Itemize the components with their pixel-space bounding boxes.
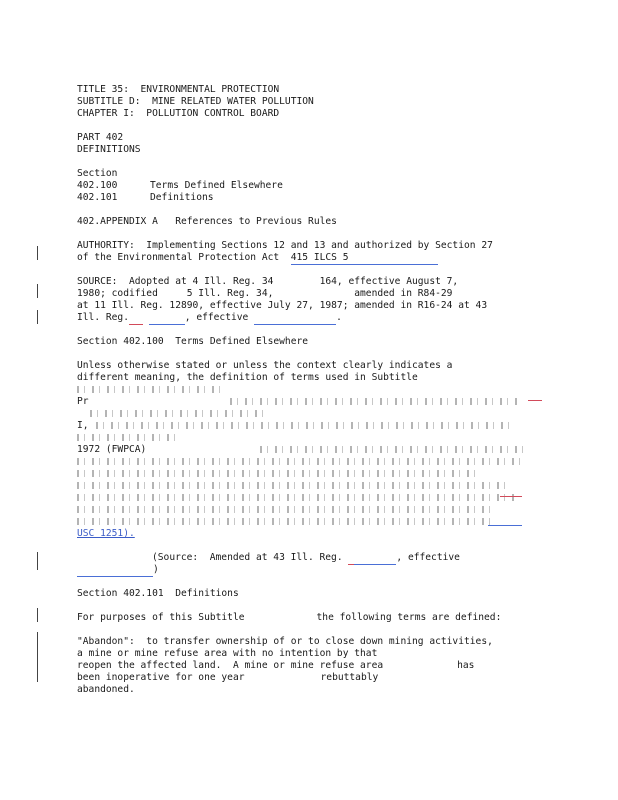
toc-row-number: 402.100 <box>77 180 118 191</box>
definition-text: has <box>457 660 475 671</box>
intro-text: the following terms are defined: <box>316 612 502 623</box>
usc-link-text: USC 1251). <box>77 528 135 539</box>
illegible-text <box>90 410 270 417</box>
source-line: 1980; codified 5 Ill. Reg. 34, amended in R84-29 <box>77 288 453 299</box>
illegible-text <box>77 470 477 477</box>
paragraph-line: 1972 (FWPCA) <box>77 444 147 455</box>
illegible-text <box>77 494 517 501</box>
paragraph-line: Pr <box>77 396 89 407</box>
source-note-effective: , effective <box>396 552 460 563</box>
illegible-text <box>77 518 497 525</box>
source-line: Ill. Reg. , effective . <box>77 312 342 323</box>
illegible-text <box>77 458 522 465</box>
change-bar <box>37 608 38 622</box>
paragraph-line: I, <box>77 420 89 431</box>
subtitle-line: SUBTITLE D: MINE RELATED WATER POLLUTION <box>77 96 314 107</box>
definition-line: abandoned. <box>77 684 135 695</box>
paragraph-line: different meaning, the definition of terms used in Subtitle <box>77 372 418 383</box>
illegible-text <box>96 422 516 429</box>
change-bar <box>37 284 38 298</box>
redacted-underline <box>348 252 438 265</box>
authority-text: of the Environmental Protection Act <box>77 252 291 263</box>
appendix-line: 402.APPENDIX A References to Previous Rules <box>77 216 337 227</box>
source-line: SOURCE: Adopted at 4 Ill. Reg. 34 164, effective August 7, <box>77 276 459 287</box>
section-heading: Section 402.100 Terms Defined Elsewhere <box>77 336 309 347</box>
red-mark <box>528 400 542 401</box>
authority-line <box>77 252 438 265</box>
definition-text: reopen the affected land. A mine or mine refuse area <box>77 660 384 671</box>
change-bar <box>37 552 38 570</box>
title-line: TITLE 35: ENVIRONMENTAL PROTECTION <box>77 84 280 95</box>
ilcs-citation: 415 ILCS 5 <box>290 252 349 263</box>
definition-text: been inoperative for one year <box>77 672 245 683</box>
toc-row-title: Terms Defined Elsewhere <box>150 180 283 191</box>
illegible-text <box>77 386 227 393</box>
red-mark <box>500 496 522 497</box>
section-heading: Section 402.101 Definitions <box>77 588 239 599</box>
toc-row-number: 402.101 <box>77 192 118 203</box>
chapter-line: CHAPTER I: POLLUTION CONTROL BOARD <box>77 108 280 119</box>
illegible-text <box>77 482 507 489</box>
change-bar <box>37 310 38 324</box>
source-note-close: ) <box>153 564 159 575</box>
blue-mark <box>488 525 522 526</box>
change-bar <box>37 632 38 682</box>
authority-line: AUTHORITY: Implementing Sections 12 and 13 and authorized by Section 27 <box>77 240 493 251</box>
definition-line <box>77 672 378 684</box>
source-note <box>152 552 460 565</box>
blank-underline <box>149 312 185 325</box>
illegible-text <box>77 506 497 513</box>
illegible-text <box>260 446 525 453</box>
toc-row <box>77 192 214 204</box>
paragraph-line: Unless otherwise stated or unless the context clearly indicates a <box>77 360 453 371</box>
illegible-text <box>230 398 520 405</box>
toc-row-title: Definitions <box>150 192 214 203</box>
definition-line <box>77 660 474 672</box>
usc-citation <box>77 528 135 540</box>
definition-line: a mine or mine refuse area with no intention by that <box>77 648 378 659</box>
definition-line: "Abandon": to transfer ownership of or to close down mining activities, <box>77 636 493 647</box>
blank-underline <box>254 312 336 325</box>
paragraph-line <box>77 612 501 624</box>
source-note-end <box>77 564 159 577</box>
intro-text: For purposes of this Subtitle <box>77 612 245 623</box>
source-note-text: (Source: Amended at 43 Ill. Reg. <box>152 552 349 563</box>
source-effective: , effective <box>184 312 249 323</box>
blank-underline <box>77 564 153 577</box>
blank-underline <box>354 552 396 565</box>
toc-heading: Section <box>77 168 118 179</box>
illegible-text <box>77 434 177 441</box>
toc-row <box>77 180 283 192</box>
part-name: DEFINITIONS <box>77 144 141 155</box>
blank-underline <box>129 312 143 325</box>
source-reg-label: Ill. Reg. <box>77 312 129 323</box>
change-bar <box>37 246 38 260</box>
definition-text: rebuttably <box>320 672 379 683</box>
part-number: PART 402 <box>77 132 124 143</box>
source-line: at 11 Ill. Reg. 12890, effective July 27, 1987; amended in R16-24 at 43 <box>77 300 488 311</box>
